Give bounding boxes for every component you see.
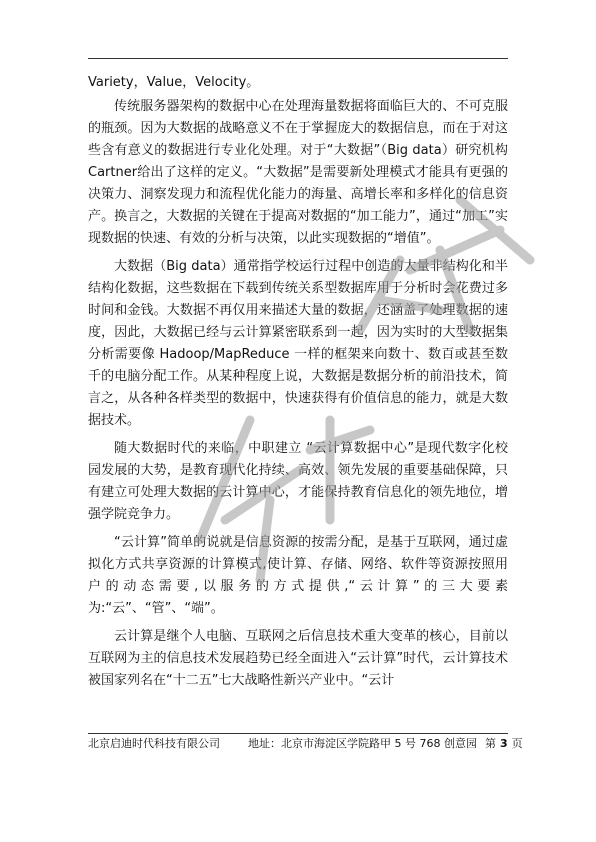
footer-page-prefix: 第 (484, 737, 496, 750)
footer-address: 地址：北京市海淀区学院路甲 5 号 768 创意园 (248, 737, 477, 750)
footer-page-suffix: 页 (511, 737, 523, 750)
footer-page-number: 3 (499, 737, 508, 750)
paragraph-3: 随大数据时代的来临，中职建立 “云计算数据中心”是现代数字化校园发展的大势，是教育现代化持续、高效、领先发展的重要基础保障，只有建立可处理大数据的云计算中心，才能保持教育信息化的领先地位，增强学院竞争力。 (88, 441, 508, 522)
paragraph-0: Variety，Value，Velocity。 (88, 75, 260, 90)
page-footer (88, 737, 523, 751)
document-body (88, 72, 508, 692)
paragraph-5: 云计算是继个人电脑、互联网之后信息技术重大变革的核心，目前以互联网为主的信息技术发展趋势已经全面进入“云计算”时代，云计算技术被国家列名在“十二五”七大战略性新兴产业中。“云计 (88, 629, 508, 688)
footer-company: 北京启迪时代科技有限公司 (88, 737, 220, 750)
paragraph-4: “云计算”简单的说就是信息资源的按需分配，是基于互联网，通过虚拟化方式共享资源的计算模式,使计算、存储、网络、软件等资源按照用户的动态需要,以服务的方式提供,“云计算”的三大要素为:“云”、“管”、“端”。 (88, 535, 508, 616)
paragraph-1: 传统服务器架构的数据中心在处理海量数据将面临巨大的、不可克服的瓶颈。因为大数据的战略意义不在于掌握庞大的数据信息，而在于对这些含有意义的数据进行专业化处理。对于“大数据”（Big data）研究机构Cartner给出了这样的定义。“大数据”是需要新处理模式才能具有更强的决策力、洞察发现力和流程优化能力的海量、高增长率和多样化的信息资产。换言之，大数据的关键在于提高对数据的“加工能力”，通过“加工”实现数据的快速、有效的分析与决策，以此实现数据的“增值”。 (88, 99, 508, 246)
footer-rule (88, 733, 508, 734)
header-rule (88, 58, 508, 59)
paragraph-2: 大数据（Big data）通常指学校运行过程中创造的大量非结构化和半结构化数据，这些数据在下载到传统关系型数据库用于分析时会花费过多时间和金钱。大数据不再仅用来描述大量的数据，还涵盖了处理数据的速度，因此，大数据已经与云计算紧密联系到一起，因为实时的大型数据集分析需要像 Hadoop/MapReduce 一样的框架来向数十、数百或甚至数千的电脑分配工作。从某种程度上说，大数据是数据分析的前沿技术，简言之，从各种各样类型的数据中，快速获得有价值信息的能力，就是大数据技术。 (88, 259, 508, 428)
